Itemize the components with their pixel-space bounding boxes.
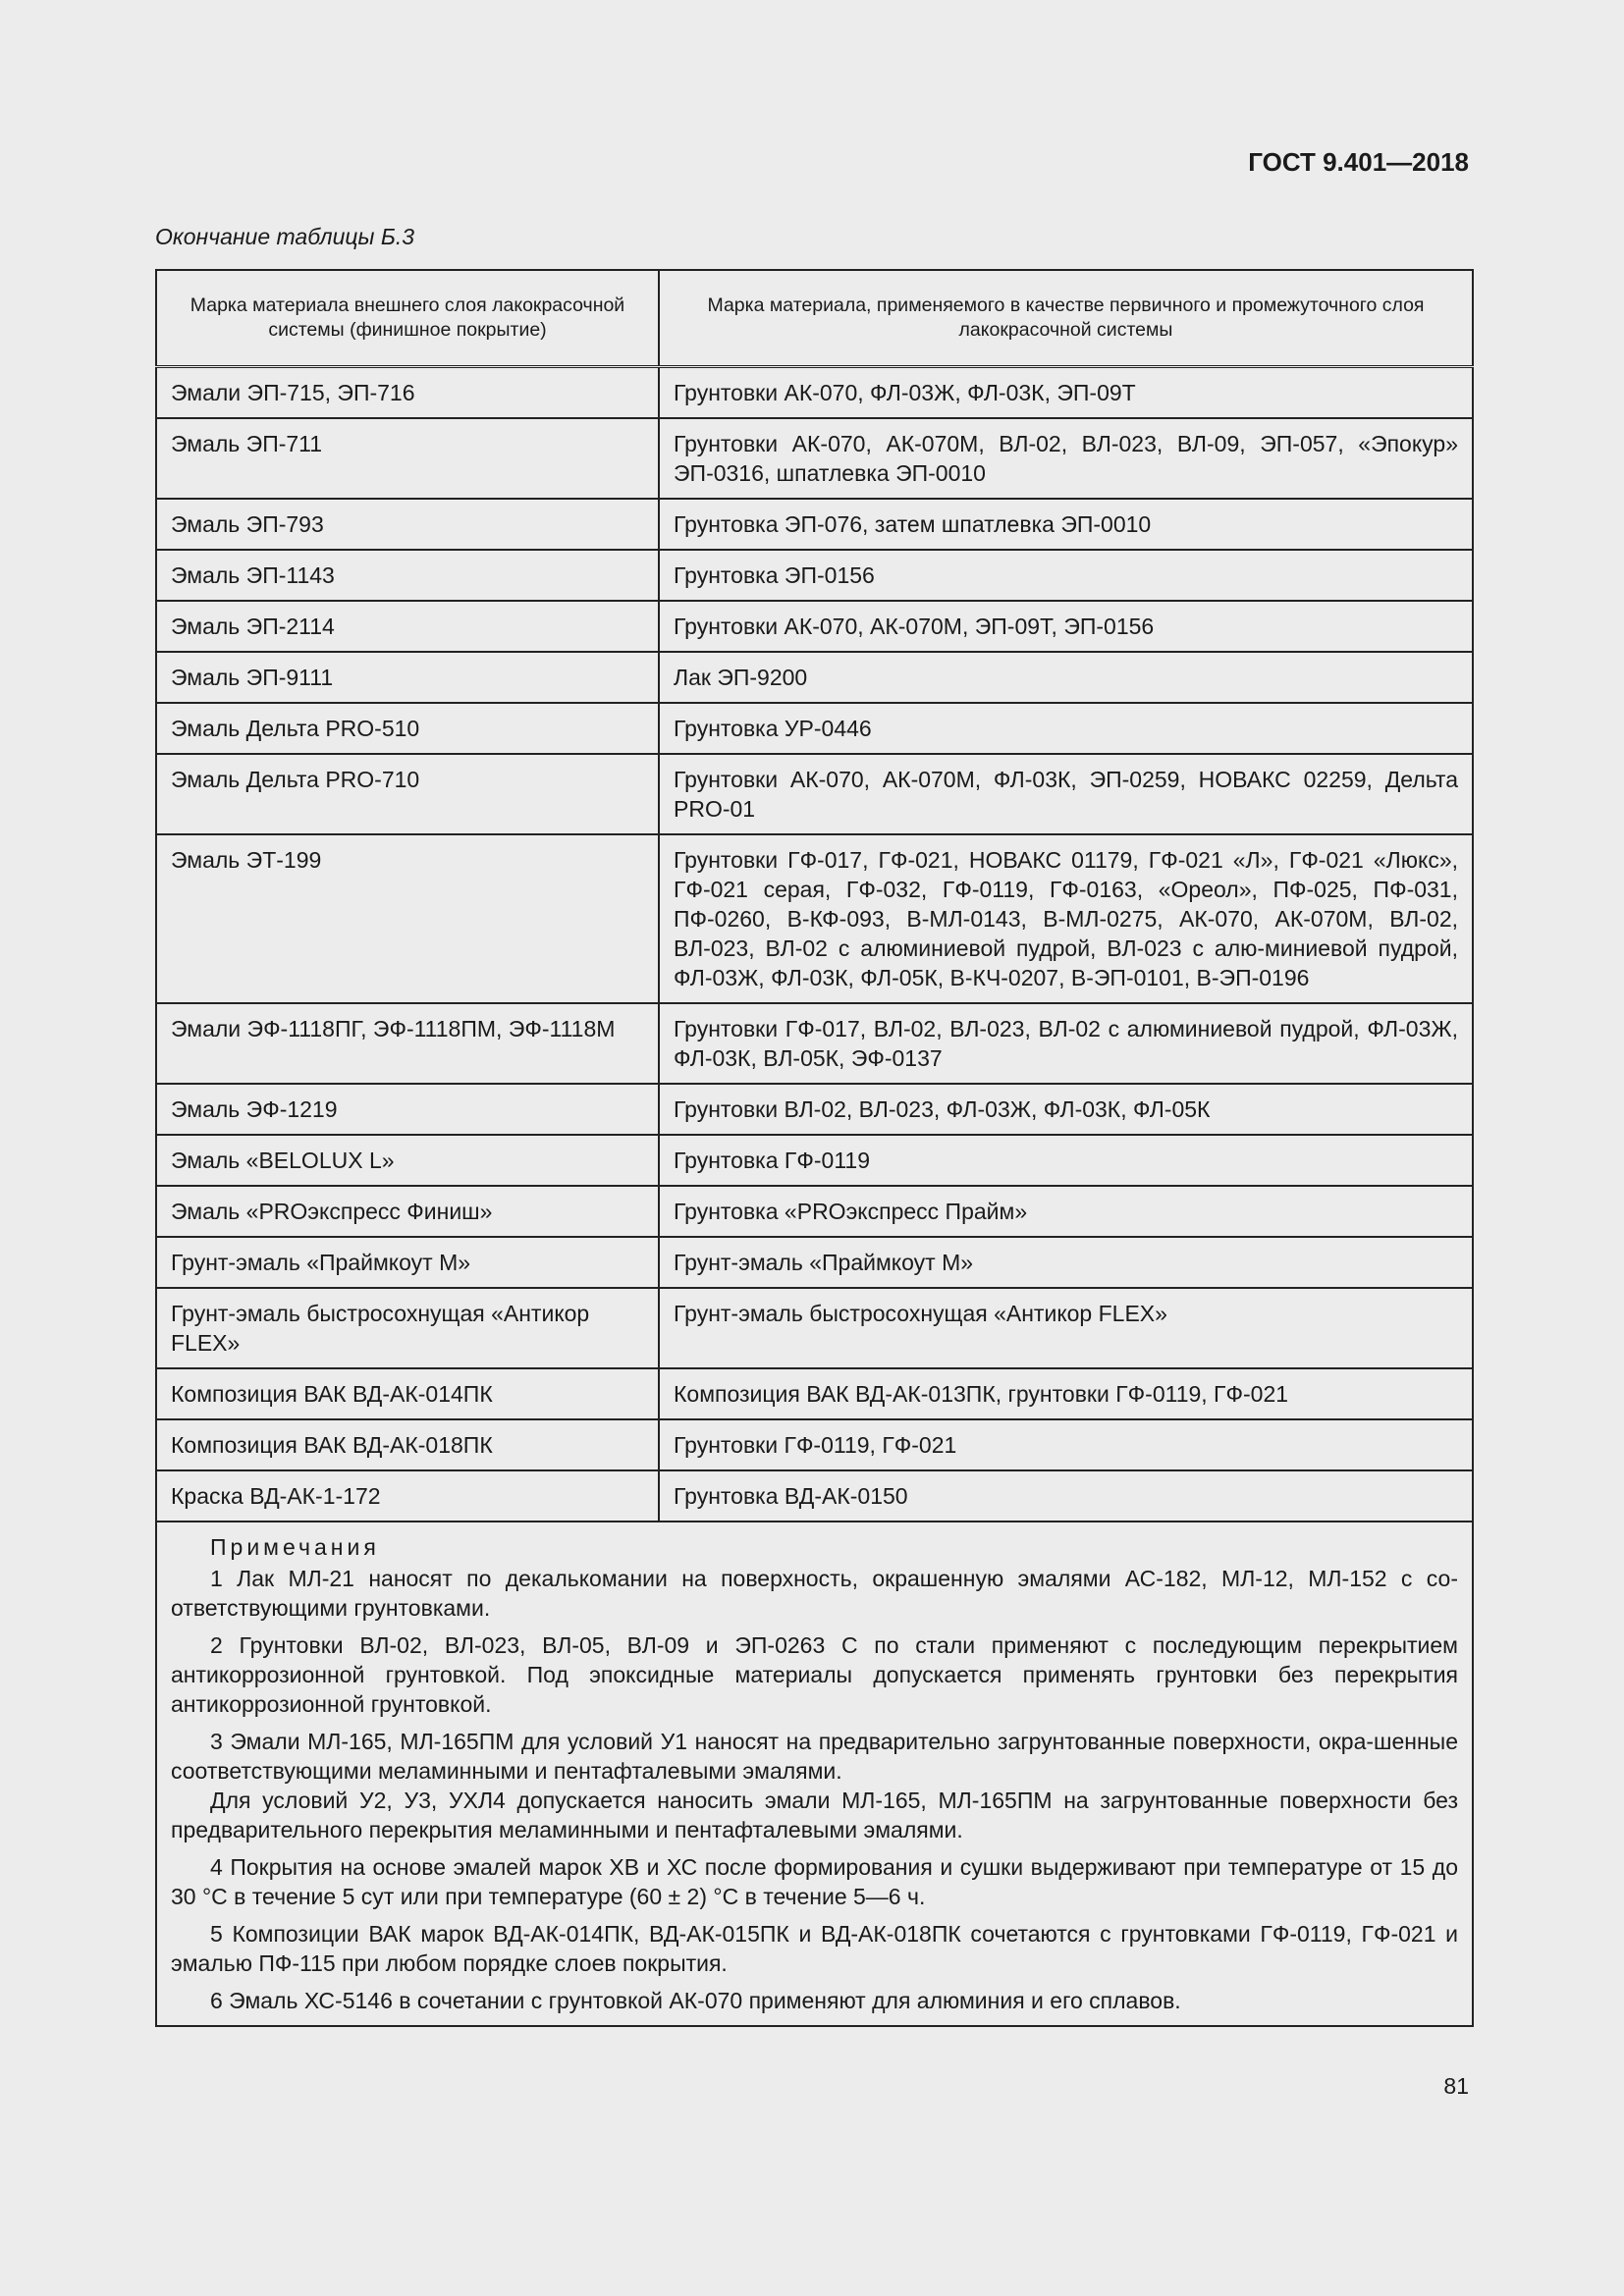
notes-row <box>156 1522 1473 2026</box>
primer-material-cell: Грунтовка УР-0446 <box>659 703 1473 754</box>
table-row <box>156 1084 1473 1135</box>
primer-material-cell: Грунтовка ГФ-0119 <box>659 1135 1473 1186</box>
table-row <box>156 1288 1473 1368</box>
table-row <box>156 1186 1473 1237</box>
primer-material-cell: Грунтовка ЭП-0156 <box>659 550 1473 601</box>
note-6: 6 Эмаль ХС-5146 в сочетании с грунтовкой АК-070 применяют для алюминия и его сплавов. <box>210 1988 1181 2013</box>
table-header-row <box>156 270 1473 367</box>
table-row <box>156 1003 1473 1084</box>
table-body <box>156 367 1473 1522</box>
document-code: ГОСТ 9.401—2018 <box>1248 147 1469 177</box>
primer-material-cell: Композиция ВАК ВД-АК-013ПК, грунтовки ГФ-0119, ГФ-021 <box>659 1368 1473 1419</box>
primer-material-cell: Грунтовки АК-070, АК-070М, ВЛ-02, ВЛ-023, ВЛ-09, ЭП-057, «Эпокур» ЭП-0316, шпатлевка ЭП-0010 <box>659 418 1473 499</box>
note-4: 4 Покрытия на основе эмалей марок ХВ и ХС после формирования и сушки выдерживают при температуре от 15 до 30 °С в течение 5 сут или при температуре (60 ± 2) °С в течение 5—6 ч. <box>171 1854 1458 1909</box>
finish-material-cell: Эмаль ЭП-793 <box>156 499 659 550</box>
finish-material-cell: Эмали ЭФ-1118ПГ, ЭФ-1118ПМ, ЭФ-1118М <box>156 1003 659 1084</box>
finish-material-cell: Эмаль Дельта PRO-710 <box>156 754 659 834</box>
finish-material-cell: Композиция ВАК ВД-АК-018ПК <box>156 1419 659 1470</box>
table-row <box>156 499 1473 550</box>
table-row <box>156 1470 1473 1522</box>
finish-material-cell: Эмаль ЭФ-1219 <box>156 1084 659 1135</box>
table-row <box>156 1237 1473 1288</box>
primer-material-cell: Грунт-эмаль «Праймкоут М» <box>659 1237 1473 1288</box>
finish-material-cell: Эмали ЭП-715, ЭП-716 <box>156 367 659 419</box>
note-3: 3 Эмали МЛ-165, МЛ-165ПМ для условий У1 наносят на предварительно загрунтованные поверхности, окра-шенные соответствующими меламинными и пентафталевыми эмалями. <box>171 1729 1458 1784</box>
table-row <box>156 703 1473 754</box>
table-row <box>156 367 1473 419</box>
primer-material-cell: Грунтовка «PROэкспресс Прайм» <box>659 1186 1473 1237</box>
finish-material-cell: Грунт-эмаль быстросохнущая «Антикор FLEX» <box>156 1288 659 1368</box>
finish-material-cell: Эмаль ЭП-9111 <box>156 652 659 703</box>
page-number: 81 <box>1443 2073 1469 2099</box>
table-row <box>156 1419 1473 1470</box>
notes-cell <box>156 1522 1473 2026</box>
finish-material-cell: Эмаль ЭП-1143 <box>156 550 659 601</box>
table-row <box>156 418 1473 499</box>
note-5: 5 Композиции ВАК марок ВД-АК-014ПК, ВД-АК-015ПК и ВД-АК-018ПК сочетаются с грунтовками ГФ-0119, ГФ-021 и эмалью ПФ-115 при любом порядке слоев покрытия. <box>171 1921 1458 1976</box>
primer-material-cell: Грунтовки ГФ-0119, ГФ-021 <box>659 1419 1473 1470</box>
table-row <box>156 1135 1473 1186</box>
finish-material-cell: Композиция ВАК ВД-АК-014ПК <box>156 1368 659 1419</box>
primer-material-cell: Грунтовки АК-070, АК-070М, ЭП-09Т, ЭП-0156 <box>659 601 1473 652</box>
finish-material-cell: Эмаль ЭП-711 <box>156 418 659 499</box>
table-row <box>156 1368 1473 1419</box>
primer-material-cell: Грунтовки ВЛ-02, ВЛ-023, ФЛ-03Ж, ФЛ-03К, ФЛ-05К <box>659 1084 1473 1135</box>
table-b3 <box>155 269 1472 2027</box>
finish-material-cell: Эмаль ЭТ-199 <box>156 834 659 1003</box>
note-1: 1 Лак МЛ-21 наносят по декалькомании на поверхность, окрашенную эмалями АС-182, МЛ-12, МЛ-152 с со-ответствующими грунтовками. <box>171 1566 1458 1621</box>
finish-material-cell: Эмаль «PROэкспресс Финиш» <box>156 1186 659 1237</box>
note-2: 2 Грунтовки ВЛ-02, ВЛ-023, ВЛ-05, ВЛ-09 и ЭП-0263 С по стали применяют с последующим перекрытием антикоррозионной грунтовкой. Под эпоксидные материалы допускается применять грунтовки без перекрытия антикоррозионной грунтовкой. <box>171 1632 1458 1717</box>
table-row <box>156 652 1473 703</box>
notes-title: Примечания <box>210 1534 380 1560</box>
table-row <box>156 834 1473 1003</box>
column-header-finish: Марка материала внешнего слоя лакокрасочной системы (финишное покрытие) <box>156 270 659 367</box>
finish-material-cell: Эмаль ЭП-2114 <box>156 601 659 652</box>
column-header-primer: Марка материала, применяемого в качестве первичного и промежуточного слоя лакокрасочной системы <box>659 270 1473 367</box>
primer-material-cell: Грунтовка ЭП-076, затем шпатлевка ЭП-0010 <box>659 499 1473 550</box>
table-row <box>156 754 1473 834</box>
table-row <box>156 601 1473 652</box>
primer-material-cell: Грунтовки АК-070, ФЛ-03Ж, ФЛ-03К, ЭП-09Т <box>659 367 1473 419</box>
table-row <box>156 550 1473 601</box>
primer-material-cell: Грунтовки ГФ-017, ВЛ-02, ВЛ-023, ВЛ-02 с алюминиевой пудрой, ФЛ-03Ж, ФЛ-03К, ВЛ-05К, ЭФ-0137 <box>659 1003 1473 1084</box>
primer-material-cell: Грунтовка ВД-АК-0150 <box>659 1470 1473 1522</box>
finish-material-cell: Эмаль «BELOLUX L» <box>156 1135 659 1186</box>
finish-material-cell: Краска ВД-АК-1-172 <box>156 1470 659 1522</box>
primer-material-cell: Грунтовки ГФ-017, ГФ-021, НОВАКС 01179, ГФ-021 «Л», ГФ-021 «Люкс», ГФ-021 серая, ГФ-032, ГФ-0119, ГФ-0163, «Ореол», ПФ-025, ПФ-031, ПФ-0260, В-КФ-093, В-МЛ-0143, В-МЛ-0275, АК-070, АК-070М, ВЛ-02, ВЛ-023, ВЛ-02 с алюминиевой пудрой, ВЛ-023 с алю-миниевой пудрой, ФЛ-03Ж, ФЛ-03К, ФЛ-05К, В-КЧ-0207, В-ЭП-0101, В-ЭП-0196 <box>659 834 1473 1003</box>
note-3-continuation: Для условий У2, У3, УХЛ4 допускается наносить эмали МЛ-165, МЛ-165ПМ на загрунтованные поверхности без предварительного перекрытия меламинными и пентафталевыми эмалями. <box>171 1788 1458 1842</box>
finish-material-cell: Грунт-эмаль «Праймкоут М» <box>156 1237 659 1288</box>
finish-material-cell: Эмаль Дельта PRO-510 <box>156 703 659 754</box>
primer-material-cell: Лак ЭП-9200 <box>659 652 1473 703</box>
table-caption: Окончание таблицы Б.3 <box>155 224 415 249</box>
primer-material-cell: Грунтовки АК-070, АК-070М, ФЛ-03К, ЭП-0259, НОВАКС 02259, Дельта PRO-01 <box>659 754 1473 834</box>
primer-material-cell: Грунт-эмаль быстросохнущая «Антикор FLEX» <box>659 1288 1473 1368</box>
